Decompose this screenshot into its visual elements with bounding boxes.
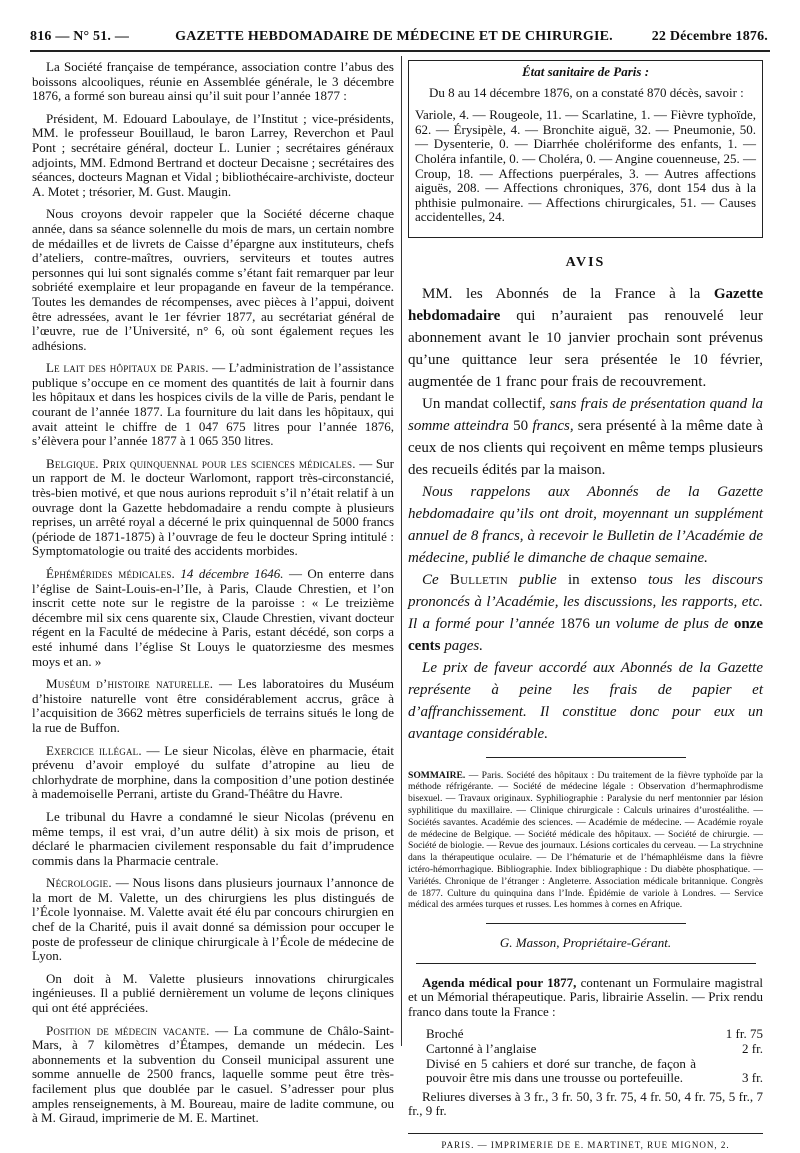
sommaire-text: — Paris. Société des hôpitaux : Du traitement de la fièvre typhoïde par la méthode réfrigérante. — Société de médecine légale : Observation d’hermaphrodisme bisexuel. — Travaux originaux. Syphiliographie : Paralysie du nerf mentonnier par lésion syphilitique du maxillaire. — Clinique chirurgicale : Calculs urinaires d’urostéalithe. — Sociétés savantes. Académie des sciences. — Académie de médecine. — Académie royale de médecine de Belgique. — Société médicale des hôpitaux. — Société de chirurgie. — Société de biologie. — Revue des journaux. Lésions corticales du cerveau. — La strychnine dans la thérapeutique oculaire. — De l’hématurie et de l’hémaphléisme dans la fièvre ictéro-hémorrhagique. Bibliographie. Index bibliographique : Du diabète phosphatique. — Variétés. Chronique de l’étranger : Angleterre. Association médicale britannique. Congrès de 1877. Culture du quinquina dans l’Inde. Épidémie de variole à Londres. — Service médical des armées turques et russes. Les hommes à cornes en Afrique. bbox=[408, 769, 763, 911]
price-label: Cartonné à l’anglaise bbox=[426, 1041, 537, 1057]
belgique-text: — Sur un rapport de M. le docteur Warlomont, rapport très-circonstancié, très-bien motivé, et que nous aurions reproduit s’il n’était relatif à un ouvrage dont la Gazette hebdomadaire a rendu compte à plusieurs reprises, un arrêté royal a décerné le prix quinquennal de 5000 francs (période de 1871-1875) à l’ouvrage de feu le docteur Spring intitulé : Symptomatologie ou traité des accidents morbides. bbox=[32, 455, 394, 559]
avis-paragraph-3: Nous rappelons aux Abonnés de la Gazette hebdomadaire qu’ils ont droit, moyennant un supplément annuel de 8 francs, à recevoir le Bulletin de l’Académie de médecine, publié le dimanche de chaque semaine. bbox=[408, 483, 763, 566]
museum-paragraph bbox=[32, 677, 394, 735]
left-column bbox=[32, 60, 394, 1134]
necrologie-paragraph bbox=[32, 876, 394, 964]
page-header bbox=[30, 28, 768, 46]
avis2-amount: 50 bbox=[508, 417, 533, 434]
avis-paragraph-4 bbox=[408, 569, 763, 657]
sommaire-block bbox=[408, 770, 763, 912]
position-paragraph bbox=[32, 1024, 394, 1126]
price-row-divise bbox=[408, 1057, 763, 1086]
column-divider bbox=[401, 56, 402, 1046]
separator-rule-2 bbox=[486, 923, 686, 924]
exercice-text: — Le sieur Nicolas, élève en pharmacie, était prévenu d’avoir employé du sulfate d’atropine au lieu de chlorhydrate de morphine, dans la composition d’une potion destinée à mademoiselle Perrani, artiste du Grand-Théâtre du Havre. bbox=[32, 742, 394, 802]
exercice-heading: Exercice illégal. bbox=[46, 742, 142, 758]
avis4-onze-cents: onze cents bbox=[408, 615, 763, 654]
signature: G. Masson, Propriétaire-Gérant. bbox=[499, 935, 672, 951]
sommaire-heading: SOMMAIRE. bbox=[408, 769, 466, 781]
agenda-text: contenant un Formulaire magistral et un Mémorial thérapeutique. Paris, librairie Asselin. — Prix rendu franco dans toute la France : bbox=[408, 974, 763, 1019]
separator-rule-3 bbox=[416, 963, 756, 964]
price-row-cartonne bbox=[408, 1042, 763, 1057]
belgique-paragraph bbox=[32, 457, 394, 559]
price-row-broche bbox=[408, 1027, 763, 1042]
bureau-paragraph: Président, M. Edouard Laboulaye, de l’Institut ; vice-présidents, MM. le professeur Bouillaud, le baron Larrey, Reverchon et Paul Pont ; secrétaire général, docteur L. Lunier ; secrétaires généraux adjoints, MM. Edmond Bertrand et docteur Decaisne ; secrétaires des séances, docteurs Magnan et Vidal ; bibliothécaire-archiviste, docteur A. Motet ; trésorier, M. Gust. Maugin. bbox=[32, 110, 394, 199]
avis-section bbox=[408, 283, 763, 745]
avis4-volume: un volume de plus de bbox=[595, 615, 729, 632]
exercice-paragraph bbox=[32, 744, 394, 802]
avis-paragraph-2 bbox=[408, 393, 763, 481]
ephemerides-heading: Éphémérides médicales. bbox=[46, 566, 176, 581]
separator-rule bbox=[486, 757, 686, 758]
avis2-text-a: Un mandat collectif, bbox=[422, 395, 550, 412]
price-value: 2 fr. bbox=[742, 1041, 763, 1057]
necrologie-heading: Nécrologie. bbox=[46, 875, 112, 891]
avis4-publie: publie bbox=[507, 571, 557, 588]
avis4-pages: pages. bbox=[440, 637, 483, 654]
belgique-heading: Belgique. Prix quinquennal pour les sciences médicales. bbox=[46, 455, 356, 471]
temperance-paragraph: La Société française de tempérance, association contre l’abus des boissons alcooliques, réunie en Assemblée générale, le 3 décembre 1876, a formé son bureau ainsi qu’il suit pour l’année 1877 : bbox=[32, 59, 394, 104]
right-column bbox=[408, 60, 763, 1153]
lait-paragraph bbox=[32, 361, 394, 449]
ephemerides-date: 14 décembre 1646. bbox=[175, 566, 284, 581]
avis-title: AVIS bbox=[565, 254, 606, 270]
avis4-year: 1876 bbox=[554, 615, 596, 632]
agenda-intro bbox=[408, 976, 763, 1020]
price-value: 1 fr. 75 bbox=[725, 1026, 763, 1042]
lait-heading: Le lait des hôpitaux de Paris. bbox=[46, 360, 209, 376]
price-label: Divisé en 5 cahiers et doré sur tranche, de façon à pouvoir être mis dans une trousse ou portefeuille. bbox=[426, 1055, 696, 1086]
medals-paragraph: Nous croyons devoir rappeler que la Société décerne chaque année, dans sa séance solennelle du mois de mars, un certain nombre de médailles et de livrets de Caisse d’épargne aux instituteurs, chefs d’ateliers, contre-maîtres, ouvriers, serviteurs et toutes autres personnes qui lui sont signalés comme s’étant fait remarquer par leur sobriété exemplaire et leur propagande en faveur de la tempérance. Toutes les demandes de récompenses, avec pièces à l’appui, doivent être adressées, avant le 1er février 1877, au secrétariat général de l’œuvre, rue de l’Université, n° 6, où sont également reçues les adhésions. bbox=[32, 206, 394, 353]
avis2-italic: sans frais de présentation quand la somme atteindra bbox=[408, 395, 763, 434]
issue-number: — N° 51. — bbox=[55, 29, 130, 44]
position-text: — La commune de Châlo-Saint-Mars, à 7 kilomètres d’Étampes, demande un médecin. Les abonnements et la subvention du Conseil municipal assurent une somme annuelle de 2500 francs, laquelle somme peut être très-facilement plus que doublée par le casuel. S’adresser pour plus amples renseignements, à M. Boureau, maire de ladite commune, ou à M. Giraud, imprimerie de M. E. Martinet. bbox=[32, 1022, 394, 1126]
valette-paragraph: On doit à M. Valette plusieurs innovations chirurgicales ingénieuses. Il a publié dernièrement un volume de leçons cliniques qui ont été appréciées. bbox=[32, 970, 394, 1016]
etat-intro: Du 8 au 14 décembre 1876, on a constaté 870 décès, savoir : bbox=[429, 84, 744, 100]
avis4-italic: tous les discours prononcés à l’Académie, les discussions, les rapports, etc. Il a formé pour l’année bbox=[408, 571, 763, 632]
avis2-text-c: sera présenté à la même date à ceux de nos clients qui reçoivent en même temps plusieurs des recueils édités par la maison. bbox=[408, 417, 763, 478]
agenda-advert bbox=[408, 976, 763, 1119]
position-heading: Position de médecin vacante. bbox=[46, 1022, 210, 1038]
ephemerides-paragraph bbox=[32, 567, 394, 669]
etat-sanitaire-box bbox=[408, 60, 763, 238]
ephemerides-text: — On enterre dans l’église de Saint-Louis-en-l’Ile, à Paris, Claude Chrestien, et l’on inscrit cette note sur le registre de la paroisse : « Le treizième décembre mil six cens quarente six, Claude Chrestien, vivant docteur régent en la Faculté de médecine à Paris, estant décédé, son corps a esté inhumé dans l’église St Louys le quatorziesme des mesmes moys et an. » bbox=[32, 566, 394, 669]
header-rule bbox=[30, 50, 770, 52]
agenda-title: Agenda médical pour 1877, bbox=[422, 974, 577, 990]
etat-title: État sanitaire de Paris : bbox=[521, 64, 650, 79]
journal-title: GAZETTE HEBDOMADAIRE DE MÉDECINE ET DE CHIRURGIE. bbox=[175, 29, 613, 44]
avis4-extenso: in extenso bbox=[556, 571, 648, 588]
avis4-bulletin: Bulletin bbox=[449, 571, 508, 588]
etat-body: Variole, 4. — Rougeole, 11. — Scarlatine, 1. — Fièvre typhoïde, 62. — Érysipèle, 4. — Bronchite aiguë, 32. — Pneumonie, 50. — Dysenterie, 0. — Diarrhée cholériforme des enfants, 1. — Choléra infantile, 0. — Choléra, 0. — Angine couenneuse, 25. — Croup, 18. — Affections puerpérales, 3. — Autres affections aiguës, 208. — Affections chroniques, 376, dont 154 dus à la phthisie pulmonaire. — Affections chirurgicales, 51. — Causes accidentelles, 24. bbox=[415, 107, 756, 225]
avis2-francs: francs, bbox=[532, 417, 574, 434]
avis1-text-b: qui n’auraient pas renouvelé leur abonnement avant le 10 janvier prochain sont prévenus qu’une quittance leur sera présentée le 10 février, augmentée de 1 franc pour frais de recouvrement. bbox=[408, 307, 763, 390]
museum-text: — Les laboratoires du Muséum d’histoire naturelle vont être considérablement accrus, grâce à l’acquisition de 3662 mètres superficiels de terrains situés le long de la rue de Buffon. bbox=[32, 676, 394, 735]
price-label: Broché bbox=[426, 1026, 464, 1042]
price-value: 3 fr. bbox=[742, 1070, 763, 1086]
avis4-ce: Ce bbox=[422, 571, 450, 588]
avis-paragraph-1 bbox=[408, 283, 763, 393]
avis1-text-a: MM. les Abonnés de la France à la bbox=[422, 285, 714, 302]
imprint: PARIS. — IMPRIMERIE DE E. MARTINET, RUE MIGNON, 2. bbox=[408, 1133, 763, 1153]
reliures-text: Reliures diverses à 3 fr., 3 fr. 50, 3 fr. 75, 4 fr. 50, 4 fr. 75, 5 fr., 7 fr., 9 fr. bbox=[408, 1088, 763, 1119]
lait-text: — L’administration de l’assistance publique s’occupe en ce moment des quantités de lait à fournir dans les hôpitaux et dans les hospices civils de la ville de Paris, pendant le courant de l’année 1877. La fourniture du lait dans les hôpitaux, qui avait atteint le chiffre de 1 047 675 litres pour l’année 1876, s’élèvera pour l’année 1877 à 1 065 350 litres. bbox=[32, 360, 394, 449]
museum-heading: Muséum d’histoire naturelle. bbox=[46, 676, 214, 692]
issue-date: 22 Décembre 1876. bbox=[651, 29, 768, 44]
page-number: 816 bbox=[30, 29, 52, 44]
header-left bbox=[30, 29, 170, 45]
avis-paragraph-5: Le prix de faveur accordé aux Abonnés de la Gazette représente à peine les frais de papier et d’affranchissement. Il constitue donc pour eux un avantage considérable. bbox=[408, 659, 763, 742]
necrologie-text: — Nous lisons dans plusieurs journaux l’annonce de la mort de M. Valette, un des chirurgiens les plus distingués de l’École lyonnaise. M. Valette avait été élu par concours chirurgien en chef de la Charité, puis il avait donné sa démission pour occuper le poste de professeur de clinique chirurgicale à l’École de médecine de Lyon. bbox=[32, 875, 394, 964]
tribunal-paragraph: Le tribunal du Havre a condamné le sieur Nicolas (prévenu en même temps, il est vrai, d’un autre délit) à six mois de prison, et déclaré le pharmacien civilement responsable du fait d’imprudence commis dans la Pharmacie centrale. bbox=[32, 808, 394, 868]
avis1-gazette: Gazette hebdomadaire bbox=[408, 285, 763, 324]
